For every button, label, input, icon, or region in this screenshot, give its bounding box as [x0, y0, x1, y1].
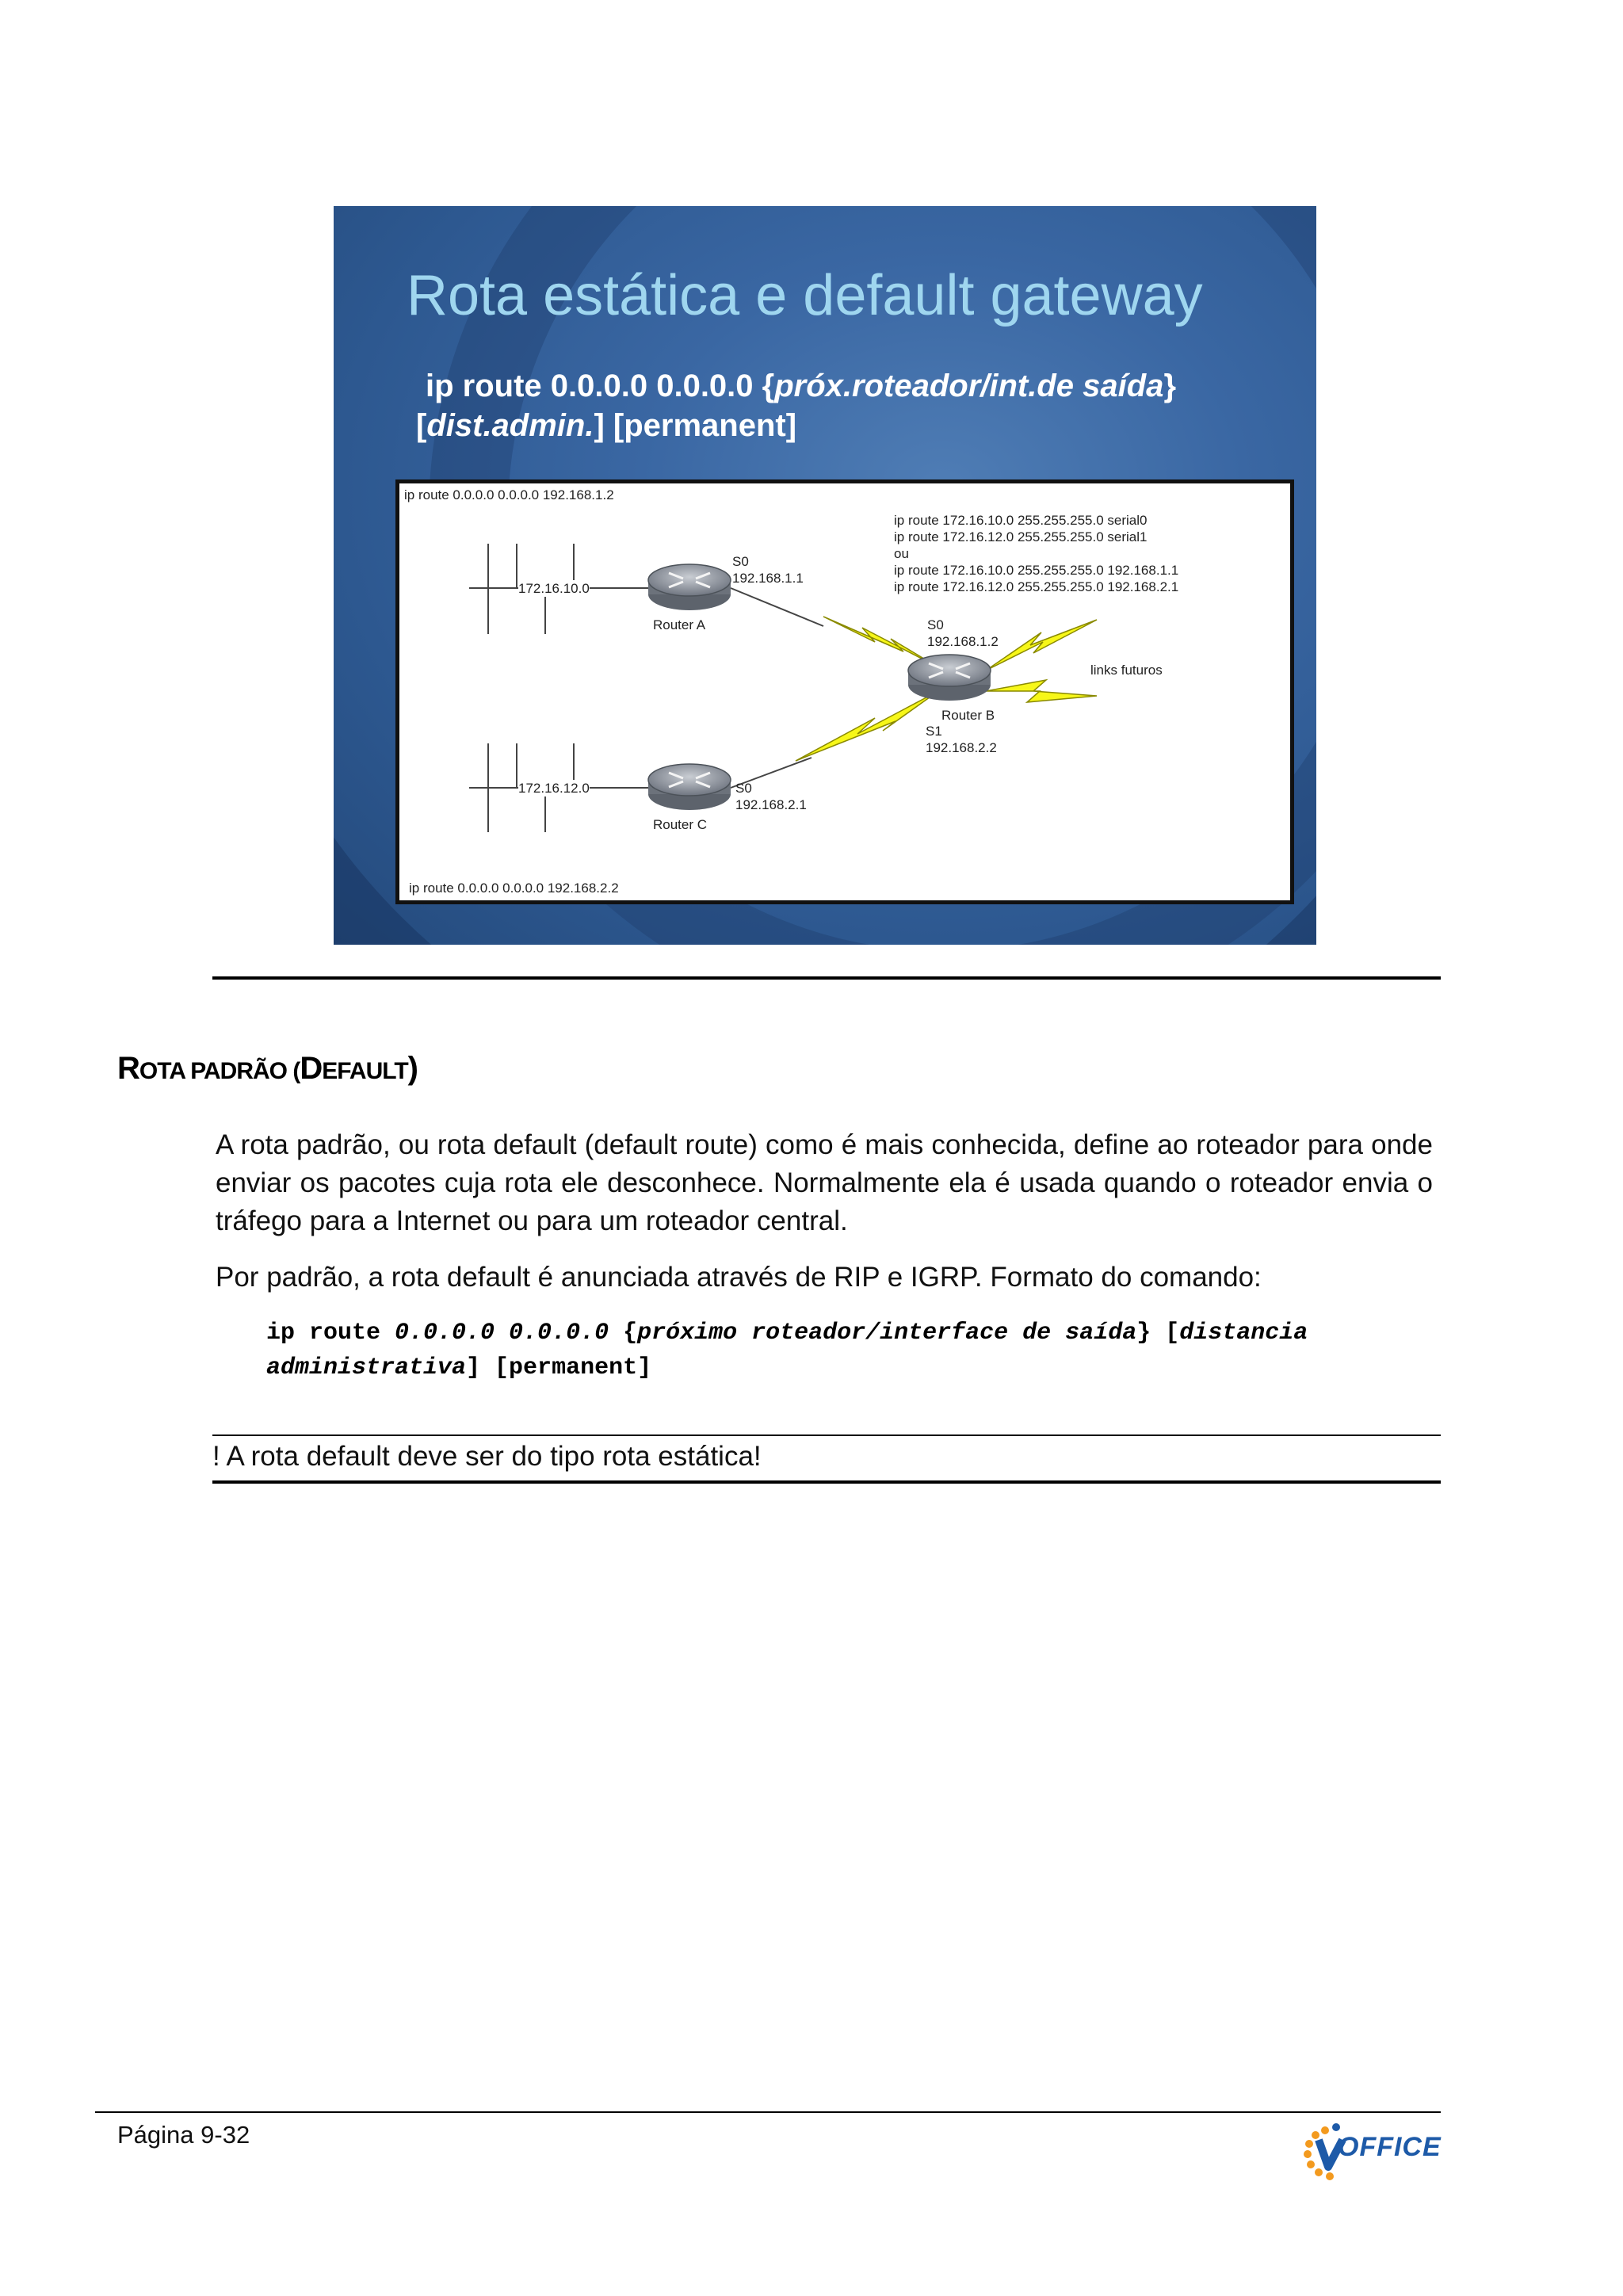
router-a-label: Router A — [653, 617, 706, 632]
route-command-router-c: ip route 0.0.0.0 0.0.0.0 192.168.2.2 — [409, 881, 619, 896]
future-links-label: links futuros — [1090, 663, 1163, 678]
network-diagram — [395, 479, 1294, 904]
slide-title: Rota estática e default gateway — [407, 264, 1203, 327]
future-links — [986, 620, 1097, 702]
serial-link-a-b — [731, 588, 946, 674]
network-label-c: 172.16.12.0 — [518, 781, 590, 796]
router-b-s1-ip: 192.168.2.2 — [926, 740, 997, 755]
route-command-router-b-or: ou — [894, 546, 909, 561]
router-b-icon — [908, 655, 991, 701]
router-a-s0-ip: 192.168.1.1 — [732, 571, 804, 586]
network-label-a: 172.16.10.0 — [518, 581, 590, 596]
route-command-router-a: ip route 0.0.0.0 0.0.0.0 192.168.1.2 — [404, 487, 614, 502]
router-c-s0-label: S0 — [735, 781, 752, 796]
note-text: ! A rota default deve ser do tipo rota estática! — [212, 1441, 762, 1472]
section-divider — [212, 976, 1441, 980]
route-command-router-b-2: ip route 172.16.12.0 255.255.255.0 serial1 — [894, 529, 1148, 544]
paragraph-command-format: Por padrão, a rota default é anunciada através de RIP e IGRP. Formato do comando: — [216, 1262, 1262, 1293]
page-number: Página 9-32 — [117, 2121, 250, 2149]
router-c-s0-ip: 192.168.2.1 — [735, 797, 807, 812]
router-c-label: Router C — [653, 817, 708, 832]
serial-link-b-c — [731, 688, 946, 788]
slide-command-line-1: ip route 0.0.0.0 0.0.0.0 {próx.roteador/int.de saída} — [426, 369, 1177, 403]
command-syntax: ip route 0.0.0.0 0.0.0.0 {próximo roteador/interface de saída} [distancia administrativa] [permanent] — [266, 1320, 1308, 1381]
network-diagram-drawing — [399, 483, 1290, 900]
router-a-s0-label: S0 — [732, 554, 749, 569]
route-command-router-b-1: ip route 172.16.10.0 255.255.255.0 serial0 — [894, 513, 1148, 528]
footer-rule — [95, 2111, 1441, 2113]
paragraph-default-route: A rota padrão, ou rota default (default route) como é mais conhecida, define ao roteador para onde enviar os pacotes cuja rota ele desconhece. Normalmente ela é usada quando o roteador envia o tráfego para a Internet ou para um roteador central. — [216, 1129, 1433, 1236]
note-top-rule — [212, 1435, 1441, 1436]
router-c-icon — [648, 764, 731, 810]
route-command-router-b-3: ip route 172.16.10.0 255.255.255.0 192.168.1.1 — [894, 563, 1179, 578]
route-command-router-b-4: ip route 172.16.12.0 255.255.255.0 192.168.2.1 — [894, 579, 1179, 594]
router-b-s0-ip: 192.168.1.2 — [927, 634, 999, 649]
router-b-s1-label: S1 — [926, 724, 942, 739]
note-bottom-rule — [212, 1480, 1441, 1484]
router-b-s0-label: S0 — [927, 617, 944, 632]
slide-command-line-2: [dist.admin.] [permanent] — [416, 408, 797, 443]
router-a-icon — [648, 564, 731, 610]
router-b-label: Router B — [941, 708, 995, 723]
logo-text: OFFICE — [1338, 2132, 1442, 2162]
section-heading: ROTA PADRÃO (DEFAULT) — [117, 1051, 418, 1086]
slide-image — [334, 206, 1316, 945]
